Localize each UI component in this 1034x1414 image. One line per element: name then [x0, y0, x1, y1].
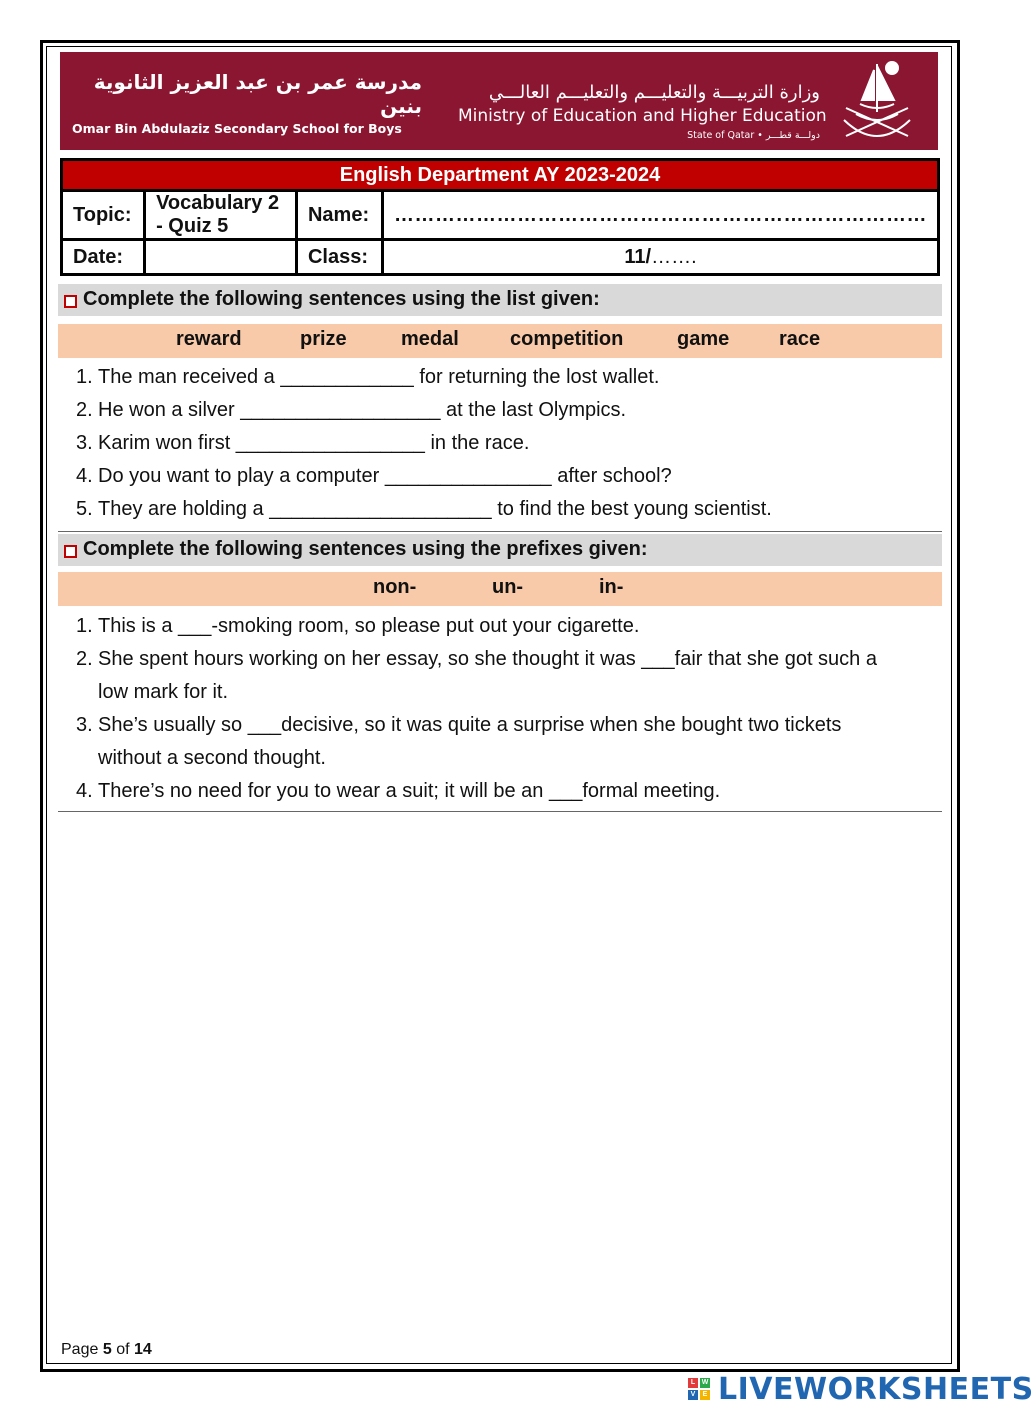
class-label: Class:	[296, 240, 382, 275]
sentence-number: 2.	[76, 399, 93, 421]
sentence-text: Do you want to play a computer _______________ after school?	[98, 465, 672, 487]
sentence-number: 1.	[76, 615, 93, 637]
sentence-text: He won a silver __________________ at the last Olympics.	[98, 399, 627, 421]
date-label: Date:	[62, 240, 145, 275]
state-of-qatar: State of Qatar • دولـــة قطـــر	[687, 130, 820, 141]
sentence-item[interactable]	[76, 460, 672, 493]
section1-instruction: Complete the following sentences using the list given:	[83, 288, 600, 310]
sentence-text: She spent hours working on her essay, so she thought it was ___fair that she got such a	[98, 648, 877, 670]
prefix-item: in-	[599, 576, 624, 598]
word-bank-item: medal	[401, 328, 459, 350]
sentence-text: She’s usually so ___decisive, so it was quite a surprise when she bought two tickets	[98, 714, 842, 736]
sentence-number: 4.	[76, 465, 93, 487]
page-word: Page	[61, 1341, 99, 1358]
sentence-item[interactable]	[76, 361, 659, 394]
class-dots: …….	[651, 245, 697, 268]
section2-instruction: Complete the following sentences using the prefixes given:	[83, 538, 648, 560]
class-prefix: 11/	[624, 245, 652, 268]
sentence-item[interactable]	[76, 427, 529, 460]
word-bank-item: race	[779, 328, 821, 350]
page-footer	[61, 1341, 152, 1359]
prefix-item: un-	[492, 576, 524, 598]
word-bank-item: prize	[300, 328, 347, 350]
liveworksheets-watermark	[688, 1372, 1034, 1408]
class-field[interactable]	[383, 240, 939, 275]
sentence-number: 4.	[76, 780, 93, 802]
word-bank-item: competition	[510, 328, 624, 350]
date-field[interactable]	[145, 240, 297, 275]
sentence-number: 5.	[76, 498, 93, 520]
word-bank-item: game	[677, 328, 730, 350]
word-bank-item: reward	[176, 328, 242, 350]
sentence-number: 3.	[76, 714, 93, 736]
sentence-item[interactable]	[76, 394, 626, 427]
info-table	[60, 158, 940, 276]
sentence-item[interactable]	[76, 709, 841, 742]
sentence-item[interactable]	[76, 643, 877, 676]
square-bullet-icon	[64, 295, 77, 308]
topic-label: Topic:	[62, 191, 145, 240]
topic-value: Vocabulary 2 - Quiz 5	[145, 191, 297, 240]
qatar-emblem-icon	[836, 56, 918, 144]
liveworksheets-text: LIVEWORKSHEETS	[718, 1372, 1034, 1407]
page-number: 5	[102, 1341, 112, 1358]
total-pages: 14	[133, 1341, 152, 1358]
sentence-item[interactable]	[76, 775, 720, 808]
sentence-text: There’s no need for you to wear a suit; it will be an ___formal meeting.	[98, 780, 721, 802]
sentence-item[interactable]	[76, 493, 772, 526]
sentence-number: 1.	[76, 366, 93, 388]
section1-heading	[58, 284, 942, 316]
word-bank	[58, 324, 942, 358]
sentence-text: This is a ___-smoking room, so please put out your cigarette.	[98, 615, 640, 637]
prefix-bank	[58, 572, 942, 606]
school-name-english: Omar Bin Abdulaziz Secondary School for Boys	[72, 121, 402, 136]
name-field[interactable]: ……………………………………………………………………	[383, 191, 939, 240]
sentence-continuation: low mark for it.	[98, 681, 229, 703]
square-bullet-icon	[64, 545, 77, 558]
ministry-name-arabic: وزارة التربيـــة والتعليـــم والتعليـــم العالـــي	[488, 82, 820, 103]
school-name-arabic: مدرسة عمر بن عبد العزيز الثانوية بنين	[93, 70, 422, 118]
sentence-number: 3.	[76, 432, 93, 454]
liveworksheets-logo-icon: L W V E	[688, 1378, 714, 1402]
name-label: Name:	[296, 191, 382, 240]
section-divider	[58, 531, 942, 532]
ministry-name-english: Ministry of Education and Higher Education	[458, 106, 827, 126]
department-title: English Department AY 2023-2024	[62, 160, 939, 191]
sentence-text: Karim won first _________________ in the race.	[98, 432, 530, 454]
prefix-item: non-	[373, 576, 417, 598]
sentence-number: 2.	[76, 648, 93, 670]
sentence-text: The man received a ____________ for returning the lost wallet.	[98, 366, 660, 388]
section-divider	[58, 811, 942, 812]
sentence-continuation: without a second thought.	[98, 747, 326, 769]
sentence-item[interactable]	[76, 610, 639, 643]
section2-heading	[58, 534, 942, 566]
sentence-text: They are holding a ____________________ to find the best young scientist.	[98, 498, 772, 520]
of-word: of	[116, 1341, 130, 1358]
